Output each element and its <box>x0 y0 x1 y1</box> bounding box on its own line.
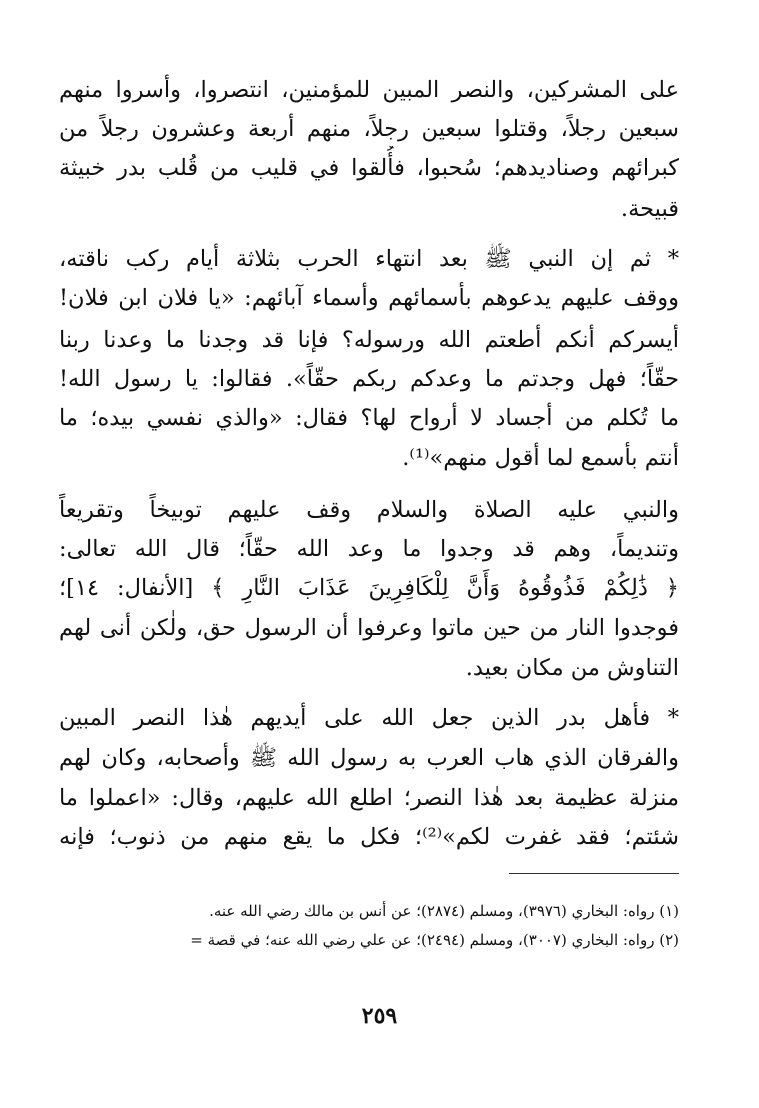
body-line: * فأهل بدر الذين جعل الله على أيديهم هٰذا النصر المبين <box>59 705 679 731</box>
body-line: شئتم؛ فقد غفرت لكم»⁽²⁾؛ فكل ما يقع منهم من ذنوب؛ فإنه <box>59 824 679 850</box>
body-line: وتنديماً، وهم قد وجدوا ما وعد الله حقّاً؛ قال الله تعالى: <box>59 536 679 562</box>
body-line: كبرائهم وصناديدهم؛ سُحبوا، فأُلقوا في قليب من قُلب بدر خبيثة <box>59 155 679 181</box>
body-line: ما تُكلم من أجساد لا أرواح لها؟ فقال: «والذي نفسي بيده؛ ما <box>59 405 679 431</box>
quran-verse-line: ﴿ ذَٰلِكُمْ فَذُوقُوهُ وَأَنَّ لِلْكَافِرِينَ عَذَابَ النَّارِ ﴾ [الأنفال: ١٤]؛ <box>59 575 679 601</box>
body-line: والنبي عليه الصلاة والسلام وقف عليهم توبيخاً وتقريعاً <box>59 497 679 523</box>
footnote-separator <box>509 873 679 874</box>
footnote: (١) رواه: البخاري (٣٩٧٦)، ومسلم (٢٨٧٤)؛ عن أنس بن مالك رضي الله عنه. <box>209 902 679 920</box>
body-line: سبعين رجلاً، وقتلوا سبعين رجلاً، منهم أربعة وعشرون رجلاً من <box>59 116 679 142</box>
body-line: منزلة عظيمة بعد هٰذا النصر؛ اطلع الله عليهم، وقال: «اعملوا ما <box>59 785 679 811</box>
footnote: (٢) رواه: البخاري (٣٠٠٧)، ومسلم (٢٤٩٤)؛ عن علي رضي الله عنه؛ في قصة = <box>190 931 679 949</box>
body-line: والفرقان الذي هاب العرب به رسول الله ﷺ وأصحابه، وكان لهم <box>59 745 679 771</box>
page-number: ٢٥٩ <box>361 1003 398 1029</box>
body-line: على المشركين، والنصر المبين للمؤمنين، انتصروا، وأسروا منهم <box>59 77 679 103</box>
body-line: * ثم إن النبي ﷺ بعد انتهاء الحرب بثلاثة أيام ركب ناقته، <box>59 246 679 272</box>
body-line: ووقف عليهم يدعوهم بأسمائهم وأسماء آبائهم: «يا فلان ابن فلان! <box>59 285 679 311</box>
body-line: فوجدوا النار من حين ماتوا وعرفوا أن الرسول حق، ولٰكن أنى لهم <box>59 615 679 641</box>
body-line: أنتم بأسمع لما أقول منهم»⁽¹⁾. <box>402 445 679 471</box>
body-line: التناوش من مكان بعيد. <box>465 655 679 681</box>
body-line: قبيحة. <box>620 196 679 222</box>
body-line: أيسركم أنكم أطعتم الله ورسوله؟ فإنا قد وجدنا ما وعدنا ربنا <box>59 327 679 353</box>
body-line: حقّاً؛ فهل وجدتم ما وعدكم ربكم حقّاً». فقالوا: يا رسول الله! <box>59 366 679 392</box>
